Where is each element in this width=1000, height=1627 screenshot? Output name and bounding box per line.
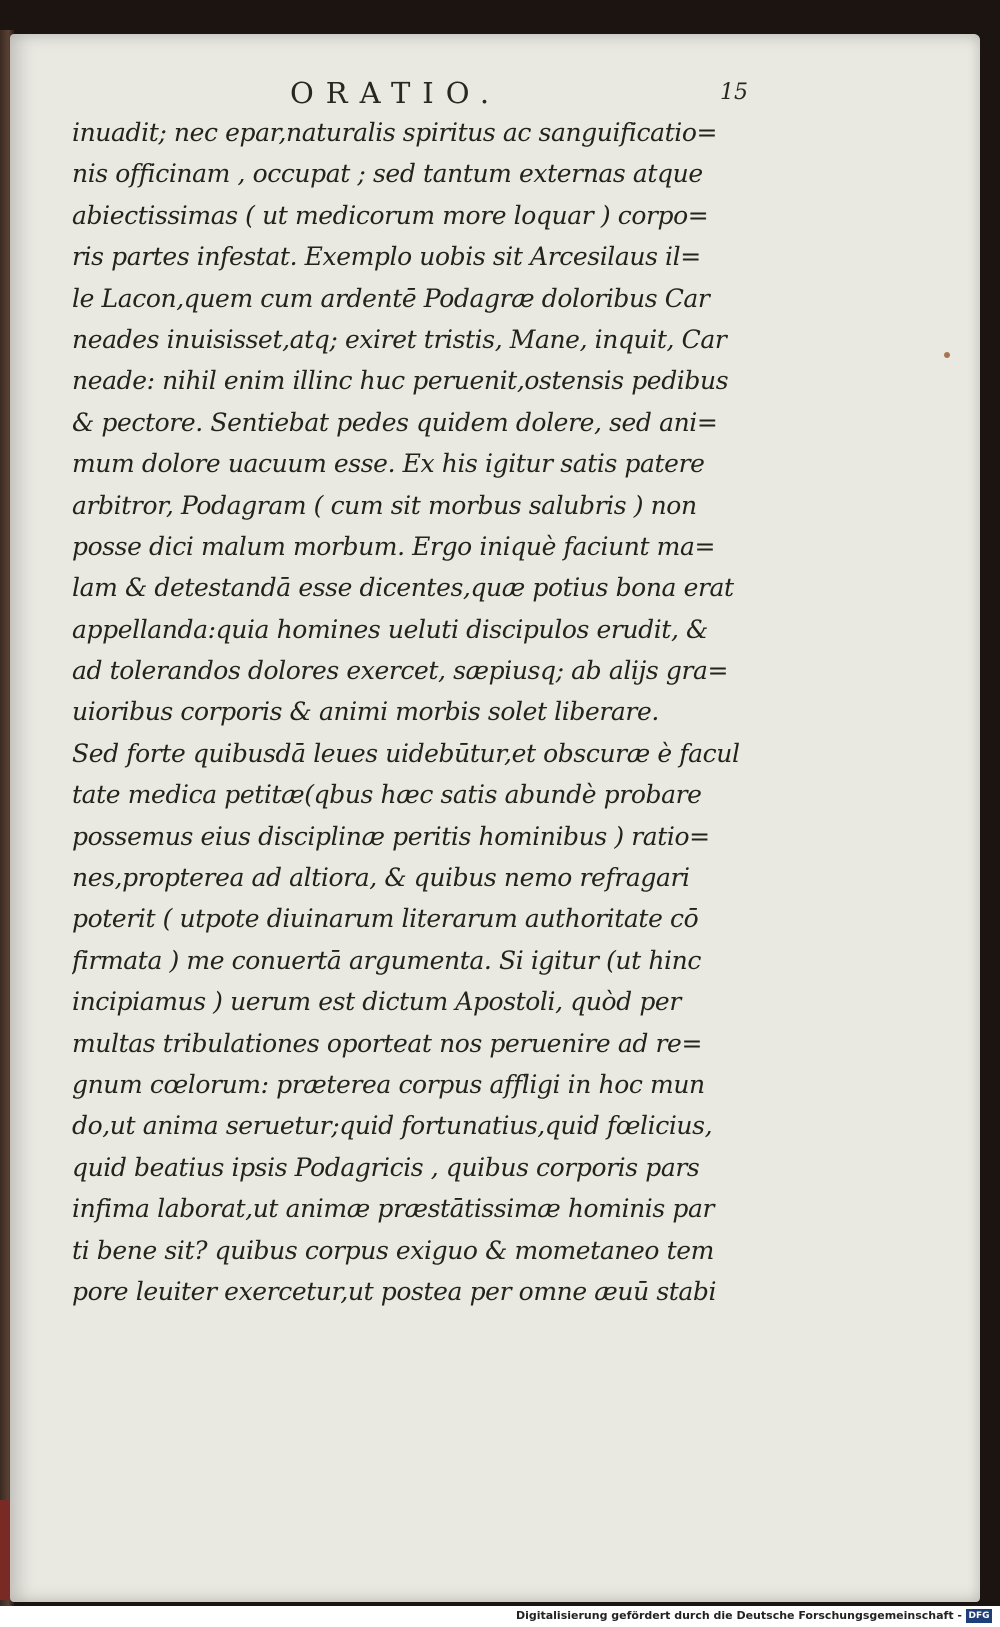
text-line: neades inuisisset,atq; exiret tristis, Mane, inquit, Car xyxy=(72,324,727,354)
text-line: le Lacon,quem cum ardentē Podagræ doloribus Car xyxy=(72,283,710,313)
funding-credit: Digitalisierung gefördert durch die Deutsche Forschungsgemeinschaft - xyxy=(515,1609,962,1622)
text-line: pore leuiter exercetur,ut postea per omne æuū stabi xyxy=(72,1276,717,1306)
text-line: mum dolore uacuum esse. Ex his igitur satis patere xyxy=(72,449,705,479)
text-line: possemus eius disciplinæ peritis hominibus ) ratio= xyxy=(72,821,710,851)
page-header xyxy=(0,76,1000,116)
text-line: ad tolerandos dolores exercet, sæpiusq; ab alijs gra= xyxy=(72,656,729,686)
text-line: gnum cœlorum: præterea corpus affligi in hoc mun xyxy=(72,1069,705,1099)
text-line: appellanda:quia homines ueluti discipulos erudit, & xyxy=(72,614,708,644)
dfg-logo: DFG xyxy=(966,1609,992,1623)
text-line: incipiamus ) uerum est dictum Apostoli, quòd per xyxy=(72,987,681,1017)
text-line: multas tribulationes oporteat nos peruenire ad re= xyxy=(72,1028,703,1058)
text-line: posse dici malum morbum. Ergo iniquè faciunt ma= xyxy=(72,531,716,561)
text-line: Sed forte quibusdā leues uidebūtur,et obscuræ è facul xyxy=(72,738,740,768)
running-title: ORATIO. xyxy=(290,76,502,110)
paper-stain xyxy=(944,352,950,358)
text-line: lam & detestandā esse dicentes,quæ potius bona erat xyxy=(72,573,734,603)
text-line: infima laborat,ut animæ præstātissimæ hominis par xyxy=(72,1194,715,1224)
text-line: & pectore. Sentiebat pedes quidem dolere, sed ani= xyxy=(72,407,718,437)
text-line: ris partes infestat. Exemplo uobis sit Arcesilaus il= xyxy=(72,242,701,272)
text-line: tate medica petitæ(qbus hæc satis abundè probare xyxy=(72,780,702,810)
folio-number: 15 xyxy=(720,80,748,105)
digitization-footer xyxy=(0,1606,1000,1627)
text-line: quid beatius ipsis Podagricis , quibus corporis pars xyxy=(72,1152,700,1182)
text-line: ti bene sit? quibus corpus exiguo & mometaneo tem xyxy=(72,1235,714,1265)
body-text xyxy=(72,112,802,1312)
text-line: inuadit; nec epar,naturalis spiritus ac sanguificatio= xyxy=(72,118,718,147)
text-line: poterit ( utpote diuinarum literarum authoritate cō xyxy=(72,904,699,934)
text-line: firmata ) me conuertā argumenta. Si igitur (ut hinc xyxy=(72,945,701,975)
text-line: do,ut anima seruetur;quid fortunatius,quid fœlicius, xyxy=(72,1111,713,1141)
text-line: nes,propterea ad altiora, & quibus nemo refragari xyxy=(72,863,690,893)
text-line: abiectissimas ( ut medicorum more loquar ) corpo= xyxy=(72,200,709,230)
text-line: uioribus corporis & animi morbis solet liberare. xyxy=(72,697,659,727)
text-line: nis officinam , occupat ; sed tantum externas atque xyxy=(72,159,703,189)
text-line: arbitror, Podagram ( cum sit morbus salubris ) non xyxy=(72,490,697,520)
text-line: neade: nihil enim illinc huc peruenit,ostensis pedibus xyxy=(72,366,729,396)
